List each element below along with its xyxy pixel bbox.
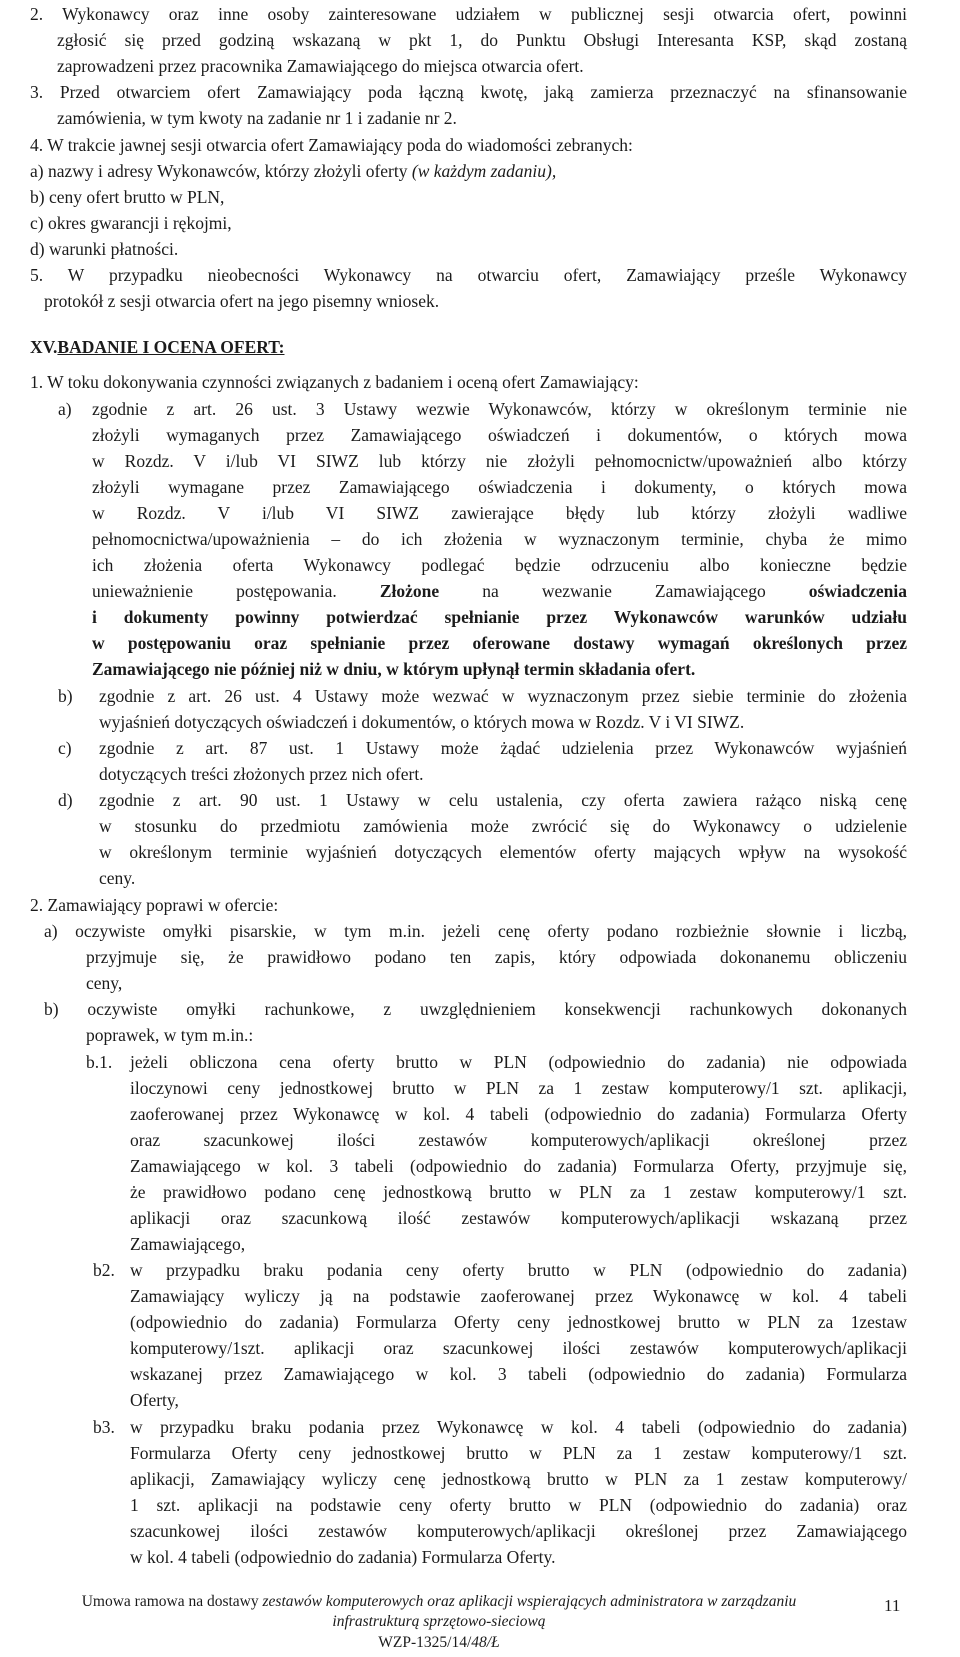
item-2a-line-2: przyjmuje się, że prawidłowo podano ten zapis, który odpowiada dokonanemu obliczeniu [86,947,907,967]
item-b1-label: b.1. [86,1052,113,1072]
item-a-line-6: pełnomocnictwa/upoważnienia – do ich złożenia w wyznaczonym terminie, chyba że mimo [92,529,907,549]
paragraph-5-line-2: protokół z sesji otwarcia ofert na jego pisemny wniosek. [44,291,440,311]
item-b2-line-2: Zamawiający wyliczy ją na podstawie zaoferowanej przez Wykonawcę w kol. 4 tabeli [130,1286,907,1306]
paragraph-3-line-2: zamówienia, w tym kwoty na zadanie nr 1 i zadanie nr 2. [57,108,457,128]
item-b3-line-3: aplikacji, Zamawiający wyliczy cenę jednostkową brutto w PLN za 1 zestaw komputerowy/ [130,1469,907,1489]
item-b1-line-3: zaoferowanej przez Wykonawcę w kol. 4 tabeli (odpowiednio do zadania) Formularza Oferty [130,1104,907,1124]
footer-line-1-italic: zestawów komputerowych oraz aplikacji wspierających administratora w zarządzaniu [262,1593,797,1610]
item-d-label: d) [58,790,73,810]
footer-line-1 [30,1592,848,1612]
item-b2-line-3: (odpowiednio do zadania) Formularza Oferty ceny jednostkowej brutto w PLN za 1zestaw [130,1312,907,1332]
item-b3-line-1: w przypadku braku podania przez Wykonawcę w kol. 4 tabeli (odpowiednio do zadania) [130,1417,907,1437]
paragraph-4: 4. W trakcie jawnej sesji otwarcia ofert Zamawiający poda do wiadomości zebranych: [30,135,633,155]
item-a-line-7: ich złożenia oferta Wykonawcy podlegać będzie odrzuceniu albo konieczne będzie [92,555,907,575]
item-b1-line-8: Zamawiającego, [130,1234,246,1254]
paragraph-4a [30,159,556,183]
section-title: BADANIE I OCENA OFERT: [57,337,285,357]
item-a-line-1: zgodnie z art. 26 ust. 3 Ustawy wezwie Wykonawców, którzy w określonym terminie nie [92,399,907,419]
item-b2-line-6: Oferty, [130,1390,179,1410]
item-d-line-2: w stosunku do przedmiotu zamówienia może zwrócić się do Wykonawcy o udzielenie [99,816,907,836]
paragraph-2-line-2: zgłosić się przed godziną wskazaną w pkt 1, do Punktu Obsługi Interesanta KSP, skąd zostaną [57,30,907,50]
item-b3-line-4: 1 szt. aplikacji na podstawie ceny oferty brutto w PLN (odpowiednio do zadania) oraz [130,1495,907,1515]
item-a-line-2: złożyli wymaganych przez Zamawiającego oświadczeń i dokumentów, o których mowa [92,425,907,445]
item-b1-line-4: oraz szacunkowej ilości zestawów komputerowych/aplikacji określonej przez [130,1130,907,1150]
item-a-bold-line-2: w postępowaniu oraz spełnianie przez oferowane dostawy wymagań określonych przez [92,633,907,653]
item-b2-label: b2. [93,1260,115,1280]
paragraph-5-line-1: 5. W przypadku nieobecności Wykonawcy na otwarciu ofert, Zamawiający prześle Wykonawcy [30,265,907,285]
item-b3-line-6: w kol. 4 tabeli (odpowiednio do zadania) Formularza Oferty. [130,1547,556,1567]
section-number: XV. [30,337,58,357]
item-b-line-2: wyjaśnień dotyczących oświadczeń i dokumentów, o których mowa w Rozdz. V i VI SIWZ. [99,712,745,732]
item-b2-line-5: wskazanej przez Zamawiającego w kol. 3 tabeli (odpowiednio do zadania) Formularza [130,1364,907,1384]
paragraph-4b: b) ceny ofert brutto w PLN, [30,187,225,207]
item-2: 2. Zamawiający poprawi w ofercie: [30,895,279,915]
item-b2-line-1: w przypadku braku podania ceny oferty brutto w PLN (odpowiednio do zadania) [130,1260,907,1280]
section-heading [30,335,284,359]
item-b3-line-2: Formularza Oferty ceny jednostkowej brutto w PLN za 1 zestaw komputerowy/1 szt. [130,1443,907,1463]
item-c-label: c) [58,738,72,758]
item-a-label: a) [58,399,72,419]
footer-line-3-italic: 48/Ł [471,1634,500,1651]
item-d-line-3: w określonym terminie wyjaśnień dotyczących elementów oferty mających wpływ na wysokość [99,842,907,862]
item-a-bold-line-3: Zamawiającego nie później niż w dniu, w którym upłynął termin składania ofert. [92,659,696,679]
item-2b-line-1: b) oczywiste omyłki rachunkowe, z uwzględnieniem konsekwencji rachunkowych dokonanych [44,999,907,1019]
footer-line-1-text: Umowa ramowa na dostawy [81,1593,263,1610]
item-1: 1. W toku dokonywania czynności związanych z badaniem i oceną ofert Zamawiający: [30,372,639,392]
paragraph-4a-italic: (w każdym zadaniu), [411,161,557,181]
item-b1-line-7: aplikacji oraz szacunkową ilość zestawów komputerowych/aplikacji wskazaną przez [130,1208,907,1228]
page-number: 11 [884,1596,901,1615]
item-a-line-4: złożyli wymagane przez Zamawiającego oświadczenia i dokumenty, o których mowa [92,477,907,497]
item-a-line-8-mid: na wezwanie Zamawiającego [439,581,809,601]
item-a-line-8-bold-2: oświadczenia [808,581,907,601]
item-b1-line-5: Zamawiającego w kol. 3 tabeli (odpowiednio do zadania) Formularza Oferty, przyjmuje się, [130,1156,907,1176]
item-b-label: b) [58,686,73,706]
footer-line-3 [30,1633,848,1653]
item-b1-line-2: iloczynowi ceny jednostkowej brutto w PLN za 1 zestaw komputerowy/1 szt. aplikacji, [130,1078,907,1098]
item-a-line-8 [92,579,907,603]
item-a-bold-line-1: i dokumenty powinny potwierdzać spełnianie przez Wykonawców warunków udziału [92,607,907,627]
paragraph-4c: c) okres gwarancji i rękojmi, [30,213,232,233]
item-c-line-2: dotyczących treści złożonych przez nich ofert. [99,764,424,784]
paragraph-2-line-3: zaprowadzeni przez pracownika Zamawiającego do miejsca otwarcia ofert. [57,56,584,76]
item-d-line-4: ceny. [99,868,136,888]
item-c-line-1: zgodnie z art. 87 ust. 1 Ustawy może żądać udzielenia przez Wykonawców wyjaśnień [99,738,907,758]
paragraph-3-line-1: 3. Przed otwarciem ofert Zamawiający poda łączną kwotę, jaką zamierza przeznaczyć na sfinansowanie [30,82,907,102]
item-d-line-1: zgodnie z art. 90 ust. 1 Ustawy w celu ustalenia, czy oferta zawiera rażąco niską cenę [99,790,907,810]
item-b2-line-4: komputerowy/1szt. aplikacji oraz szacunkowej ilości zestawów komputerowych/aplikacji [130,1338,907,1358]
item-b3-line-5: szacunkowej ilości zestawów komputerowych/aplikacji określonej przez Zamawiającego [130,1521,907,1541]
item-b3-label: b3. [93,1417,115,1437]
item-2a-line-3: ceny, [86,973,123,993]
item-2b-line-2: poprawek, w tym m.in.: [86,1025,254,1045]
item-b-line-1: zgodnie z art. 26 ust. 4 Ustawy może wezwać w wyznaczonym przez siebie terminie do złożenia [99,686,907,706]
footer-line-3-text: WZP-1325/14/ [378,1634,472,1651]
footer-line-2: infrastrukturą sprzętowo-sieciową [332,1613,546,1630]
item-a-line-3: w Rozdz. V i/lub VI SIWZ lub którzy nie złożyli pełnomocnictw/upoważnień albo którzy [92,451,907,471]
paragraph-4d: d) warunki płatności. [30,239,179,259]
item-2a-line-1: a) oczywiste omyłki pisarskie, w tym m.in. jeżeli cenę oferty podano rozbieżnie słownie i liczbą, [44,921,907,941]
item-b1-line-1: jeżeli obliczona cena oferty brutto w PLN (odpowiednio do zadania) nie odpowiada [130,1052,907,1072]
item-b1-line-6: że prawidłowo podano cenę jednostkową brutto w PLN za 1 zestaw komputerowy/1 szt. [130,1182,907,1202]
paragraph-2-line-1: 2. Wykonawcy oraz inne osoby zainteresowane udziałem w publicznej sesji otwarcia ofert, powinni [30,4,907,24]
paragraph-4a-text: a) nazwy i adresy Wykonawców, którzy złożyli oferty [30,161,412,181]
item-a-line-8-text: unieważnienie postępowania. [92,581,380,601]
item-a-line-5: w Rozdz. V i/lub VI SIWZ zawierające błędy lub którzy złożyli wadliwe [92,503,907,523]
item-a-line-8-bold-1: Złożone [379,581,440,601]
